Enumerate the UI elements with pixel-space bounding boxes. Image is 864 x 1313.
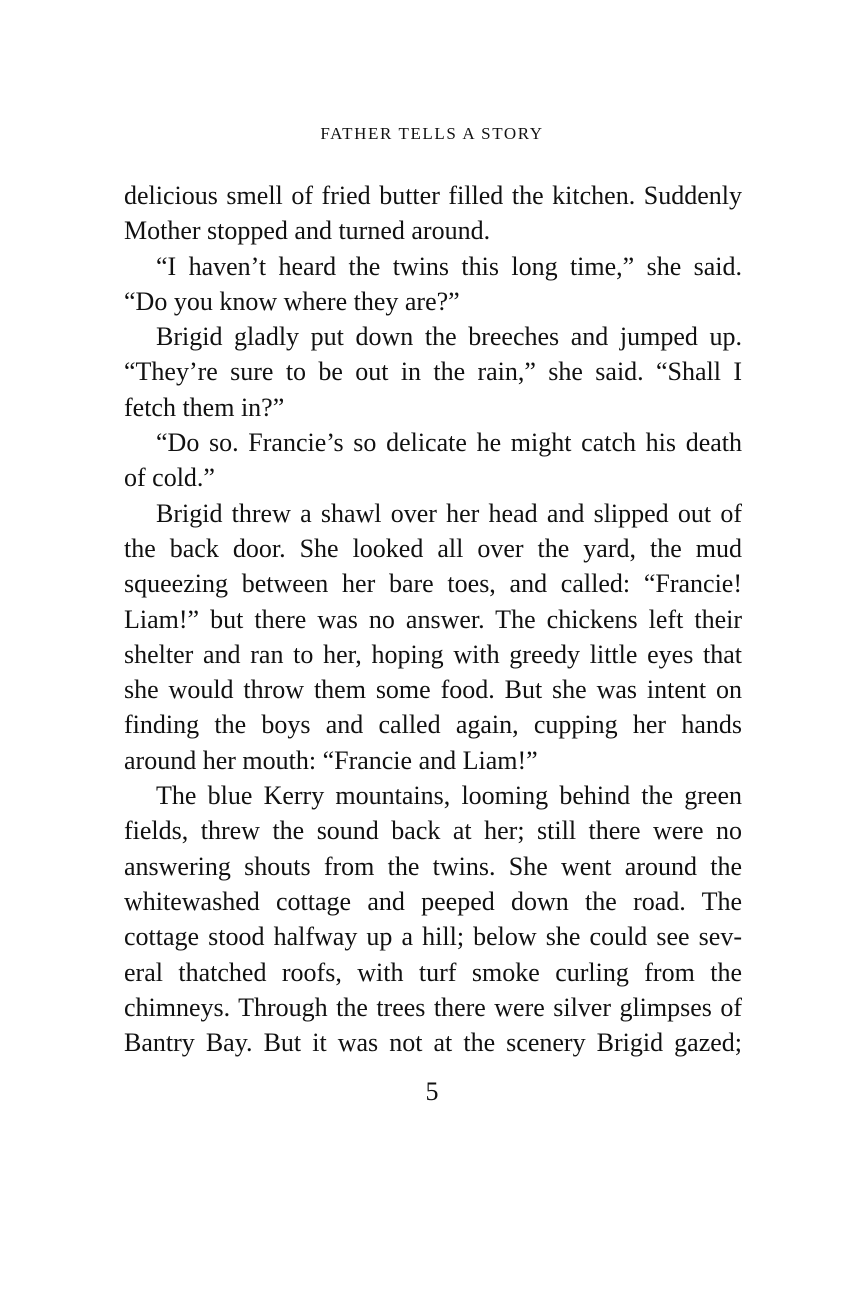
paragraph [124,778,742,1060]
text-line: shelter and ran to her, hoping with greedy little eyes that [124,639,742,669]
text-line: answering shouts from the twins. She went around the [124,851,742,881]
text-line: “I haven’t heard the twins this long time,” she said. [156,251,742,281]
paragraph [124,319,742,425]
paragraph [124,496,742,778]
paragraph [124,425,742,496]
text-line: around her mouth: “Francie and Liam!” [124,745,538,775]
text-line: “Do so. Francie’s so delicate he might catch his death [156,428,742,458]
text-line: Bantry Bay. But it was not at the scenery Brigid gazed; [124,1028,742,1058]
text-line: fetch them in?” [124,392,285,422]
text-line: fields, threw the sound back at her; still there were no [124,816,742,846]
paragraph [124,249,742,320]
paragraph [124,178,742,249]
text-line: The blue Kerry mountains, looming behind the green [156,781,742,811]
page-number: 5 [425,1077,439,1106]
text-line: “Do you know where they are?” [124,286,460,316]
body-text [124,178,742,1060]
text-line: Brigid gladly put down the breeches and jumped up. [156,322,742,352]
text-line: whitewashed cottage and peeped down the road. The [124,886,742,916]
text-line: “They’re sure to be out in the rain,” she said. “Shall I [124,357,742,387]
text-line: eral thatched roofs, with turf smoke curling from the [124,957,742,987]
running-head: FATHER TELLS A STORY [320,124,544,143]
text-line: of cold.” [124,463,215,493]
text-line: squeezing between her bare toes, and called: “Francie! [124,569,742,599]
text-line: finding the boys and called again, cupping her hands [124,710,742,740]
text-line: Liam!” but there was no answer. The chickens left their [124,604,742,634]
text-line: the back door. She looked all over the yard, the mud [124,533,742,563]
text-line: chimneys. Through the trees there were silver glimpses of [124,992,742,1022]
text-line: she would throw them some food. But she was intent on [124,675,742,705]
text-line: Mother stopped and turned around. [124,216,491,246]
text-line: Brigid threw a shawl over her head and slipped out of [156,498,742,528]
text-line: delicious smell of fried butter filled the kitchen. Suddenly [124,181,742,210]
text-line: cottage stood halfway up a hill; below she could see sev- [124,922,742,952]
